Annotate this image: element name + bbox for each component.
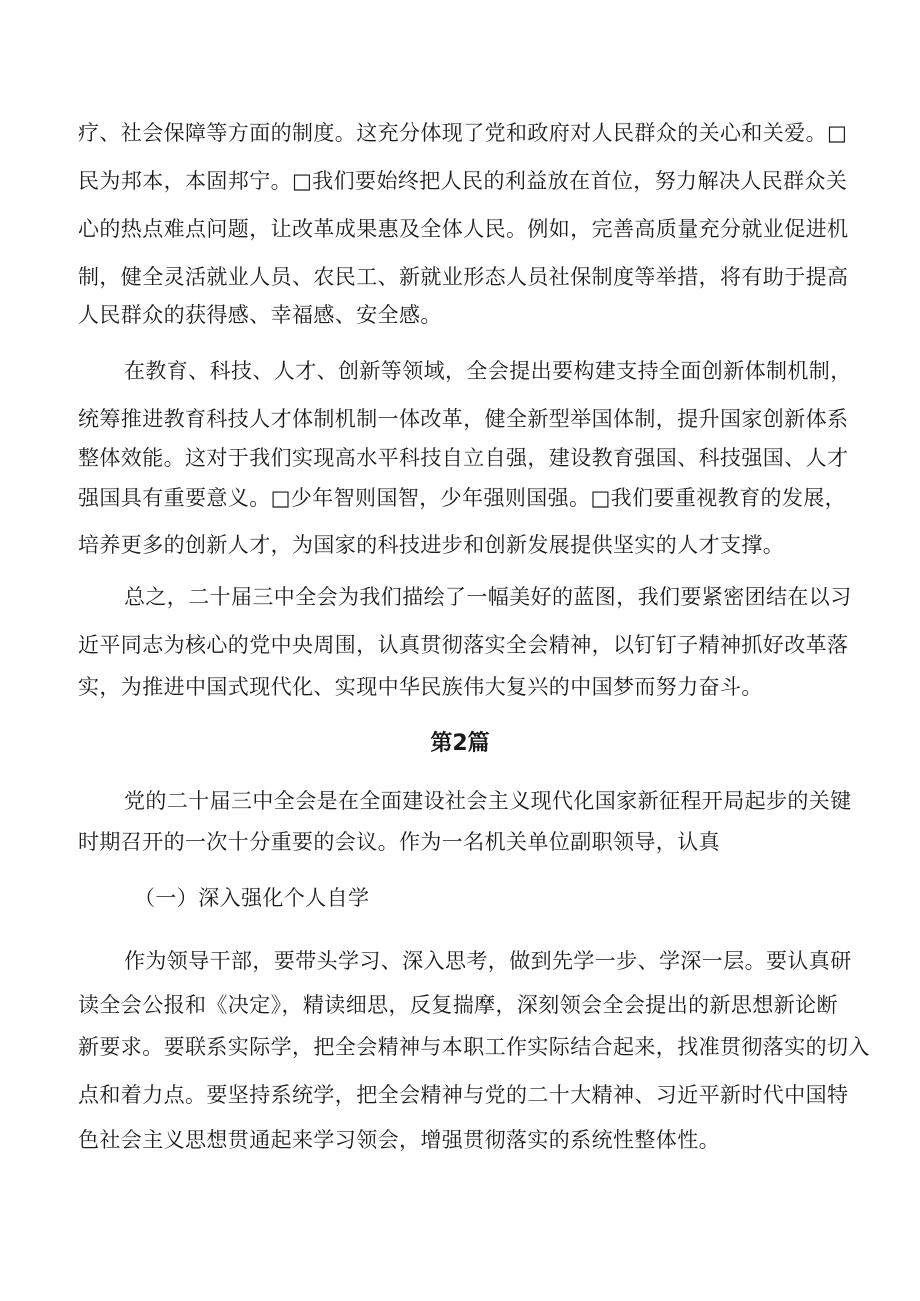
paragraph-line: 疗、社会保障等方面的制度。这充分体现了党和政府对人民群众的关心和关爱。□ (78, 121, 848, 145)
paragraph-line: 新要求。要联系实际学，把全会精神与本职工作实际结合起来，找准贯彻落实的切入 (78, 1035, 870, 1059)
paragraph-line: 制，健全灵活就业人员、农民工、新就业形态人员社保制度等举措，将有助于提高 (78, 265, 849, 289)
paragraph-line: 民为邦本，本固邦宁。□我们要始终把人民的利益放在首位，努力解决人民群众关 (78, 169, 848, 193)
paragraph-line: 培养更多的创新人才，为国家的科技进步和创新发展提供坚实的人才支撑。 (78, 533, 785, 557)
paragraph-line: 色社会主义思想贯通起来学习领会，增强贯彻落实的系统性整体性。 (78, 1128, 720, 1152)
paragraph-line: 读全会公报和《决定》，精读细思，反复揣摩，深刻领会全会提出的新思想新论断 (78, 993, 838, 1017)
paragraph-line: 统筹推进教育科技人才体制机制一体改革，健全新型举国体制，提升国家创新体系 (78, 407, 849, 431)
paragraph-line: 点和着力点。要坚持系统学，把全会精神与党的二十大精神、习近平新时代中国特 (78, 1083, 849, 1107)
section-heading: 第2篇 (430, 731, 490, 756)
paragraph-line: 整体效能。这对于我们实现高水平科技自立自强，建设教育强国、科技强国、人才 (78, 446, 849, 470)
paragraph-line: 人民群众的获得感、幸福感、安全感。 (78, 303, 442, 327)
paragraph-line: 近平同志为核心的党中央周围，认真贯彻落实全会精神，以钉钉子精神抓好改革落 (78, 633, 849, 657)
paragraph-line: 在教育、科技、人才、创新等领域，全会提出要构建支持全面创新体制机制， (124, 359, 852, 383)
paragraph-line: 心的热点难点问题，让改革成果惠及全体人民。例如，完善高质量充分就业促进机 (78, 217, 849, 241)
subheading: （一）深入强化个人自学 (134, 886, 370, 910)
paragraph-line: 党的二十届三中全会是在全面建设社会主义现代化国家新征程开局起步的关键 (124, 789, 852, 813)
paragraph-line: 时期召开的一次十分重要的会议。作为一名机关单位副职领导，认真 (78, 830, 720, 854)
paragraph-line: 强国具有重要意义。□少年智则国智，少年强则国强。□我们要重视教育的发展， (78, 486, 847, 510)
paragraph-line: 作为领导干部，要带头学习、深入思考，做到先学一步、学深一层。要认真研 (124, 949, 852, 973)
paragraph-line: 实，为推进中国式现代化、实现中华民族伟大复兴的中国梦而努力奋斗。 (78, 675, 763, 699)
paragraph-line: 总之，二十届三中全会为我们描绘了一幅美好的蓝图，我们要紧密团结在以习 (124, 585, 852, 609)
